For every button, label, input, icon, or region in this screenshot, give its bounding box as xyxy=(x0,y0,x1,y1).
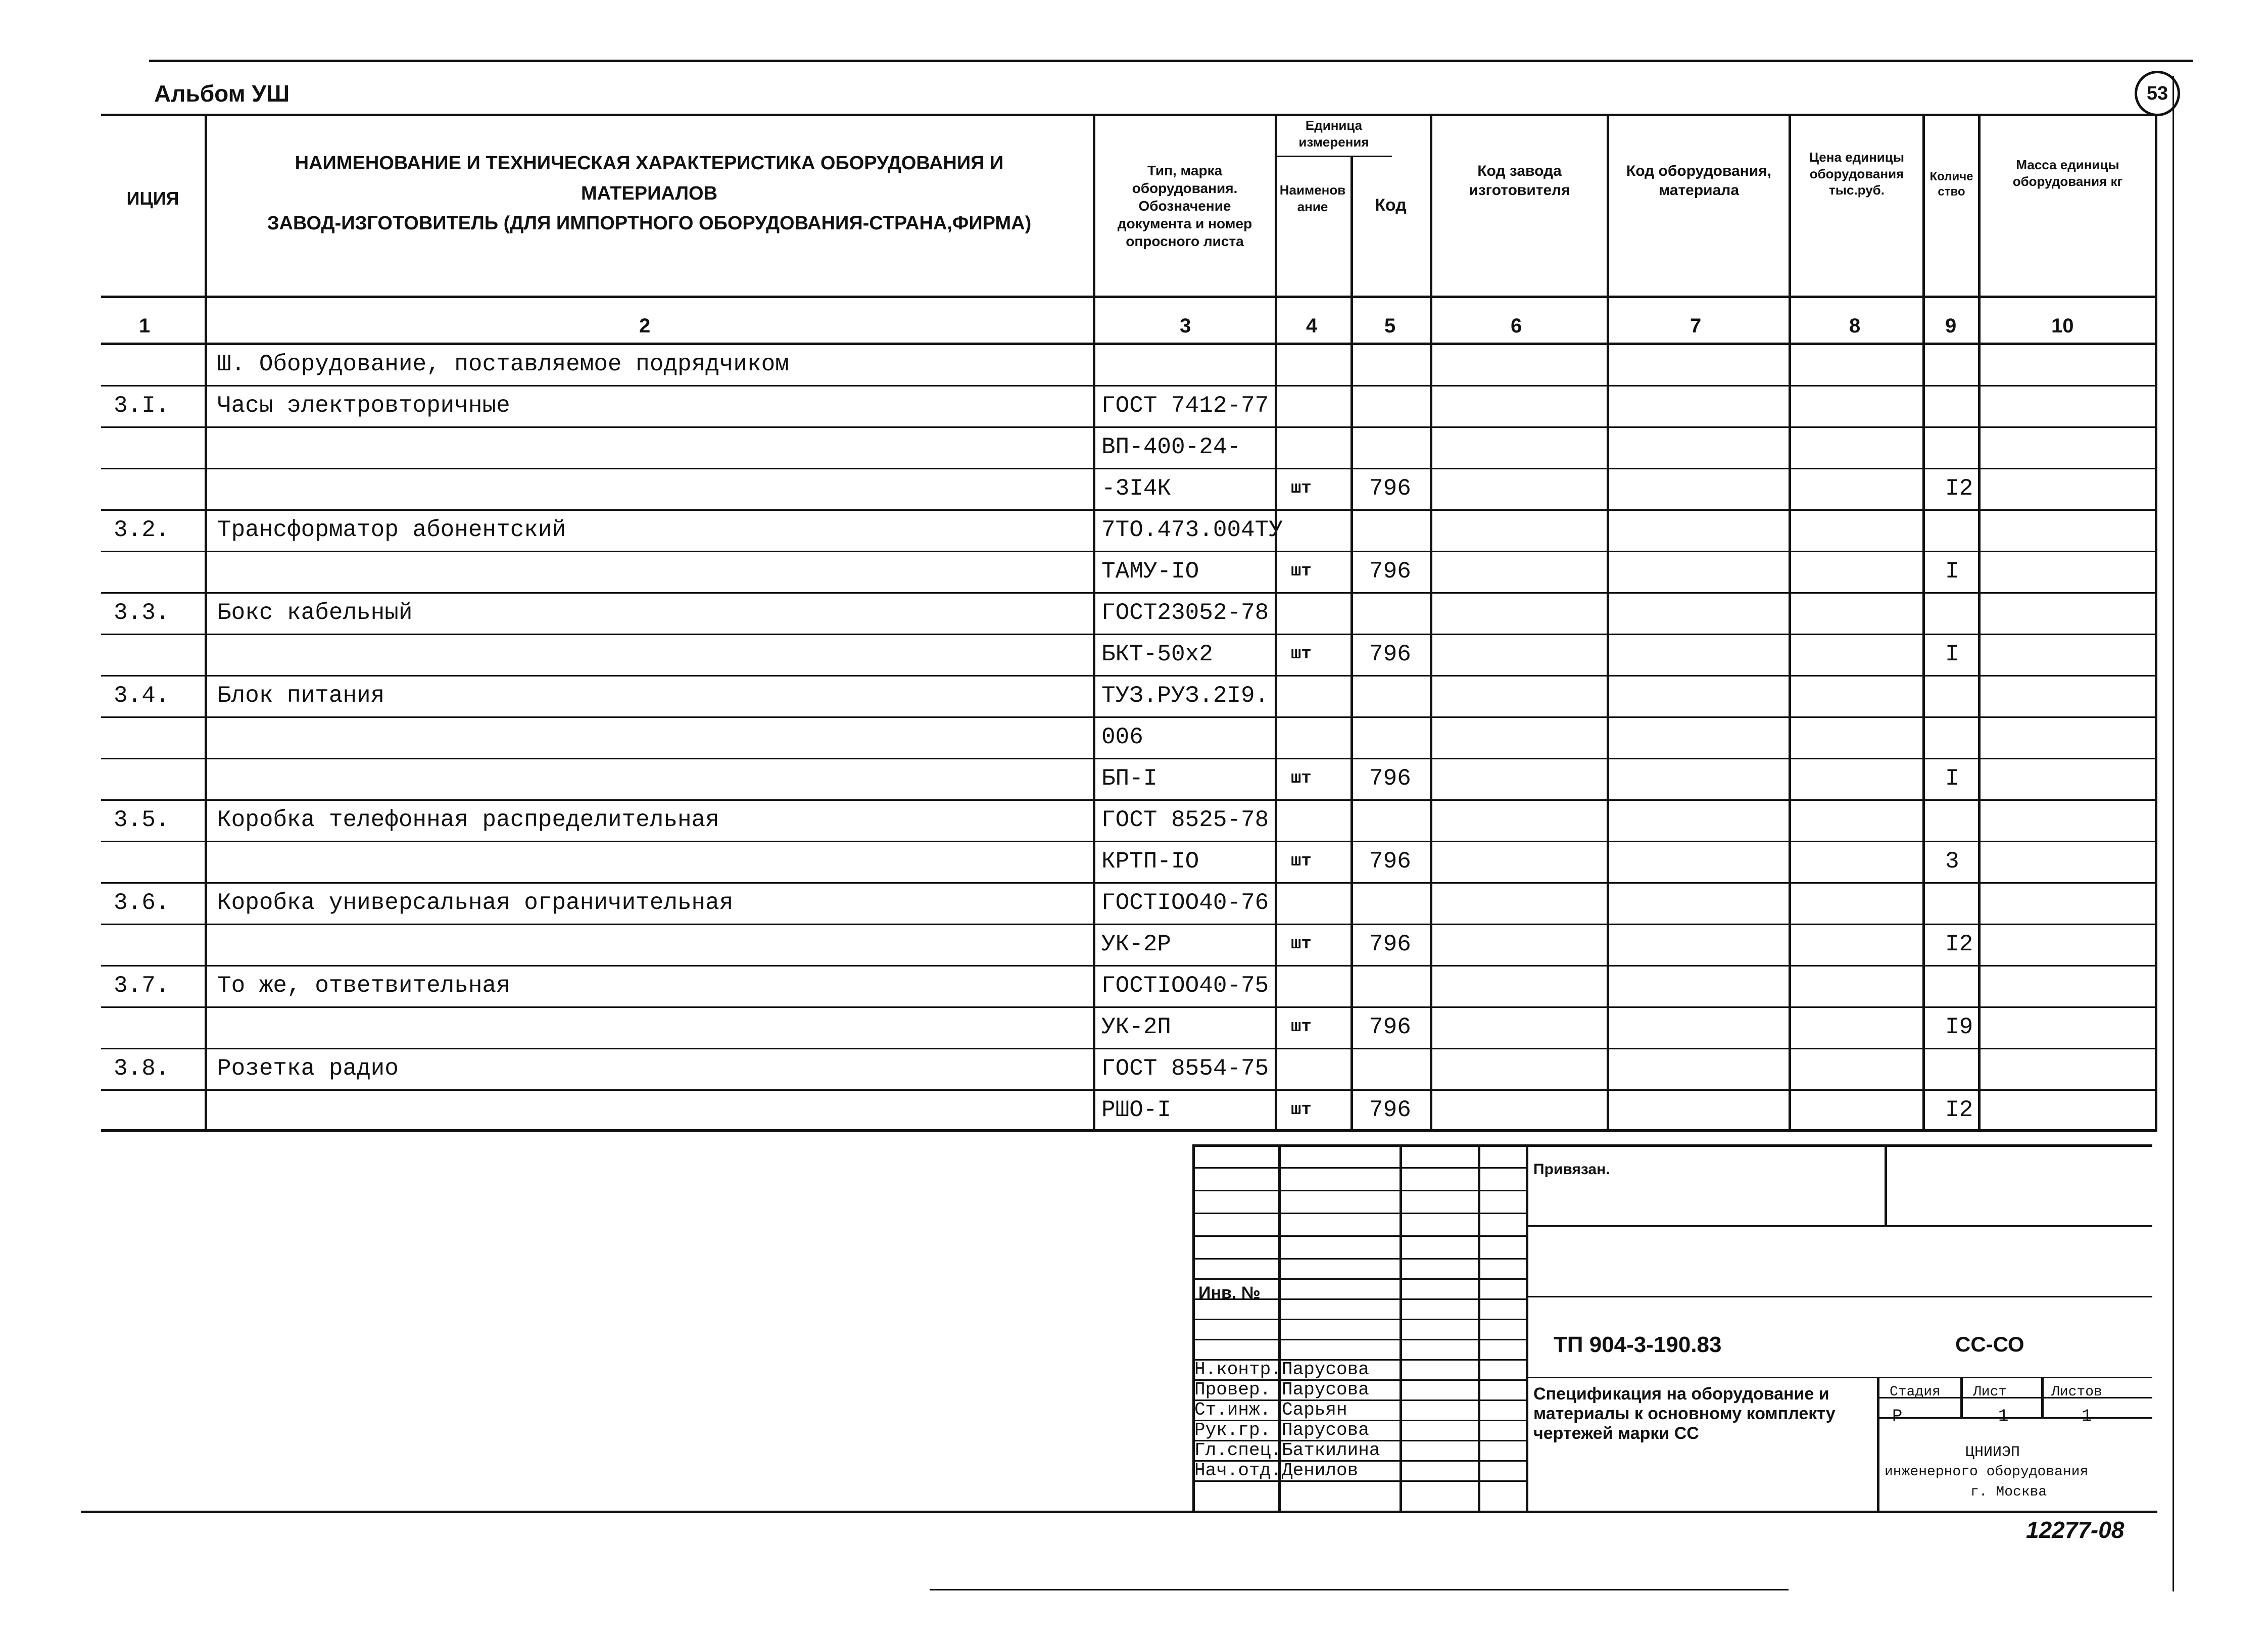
col-number-5: 5 xyxy=(1384,315,1396,337)
row-unit-code: 796 xyxy=(1369,1097,1411,1123)
row-unit: шт xyxy=(1291,935,1312,954)
row-position: 3.5. xyxy=(114,807,170,833)
row-unit: шт xyxy=(1291,1100,1312,1120)
row-type-mark: БП-I xyxy=(1101,765,1157,792)
row-quantity: 3 xyxy=(1945,848,1959,875)
row-item-name: То же, ответвительная xyxy=(217,973,510,999)
row-position: 3.6. xyxy=(114,890,170,916)
signer-role: Гл.спец. xyxy=(1194,1440,1282,1461)
row-quantity: I xyxy=(1945,558,1959,585)
row-item-name: Трансформатор абонентский xyxy=(217,517,566,543)
row-unit: шт xyxy=(1291,769,1312,788)
album-label: Альбом УШ xyxy=(154,80,290,107)
row-quantity: I2 xyxy=(1945,475,1973,502)
signer-name: Сарьян xyxy=(1282,1399,1347,1420)
row-quantity: I2 xyxy=(1945,1097,1973,1123)
row-type-mark: ТУЗ.РУЗ.2I9. xyxy=(1101,683,1269,709)
doc-code: ТП 904-3-190.83 xyxy=(1554,1332,1722,1357)
row-type-mark: РШО-I xyxy=(1101,1097,1172,1123)
page-number: 53 xyxy=(2146,82,2168,104)
row-position: 3.8. xyxy=(114,1055,170,1082)
org-line-2: инженерного оборудования xyxy=(1885,1464,2089,1480)
row-unit-code: 796 xyxy=(1369,1014,1411,1040)
row-type-mark: ГОСТIOO40-75 xyxy=(1101,973,1269,999)
row-type-mark: -3I4К xyxy=(1101,475,1172,502)
signer-name: Парусова xyxy=(1282,1420,1369,1440)
applied-label: Привязан. xyxy=(1533,1161,1610,1178)
row-type-mark: ГОСТ 8554-75 xyxy=(1101,1055,1269,1082)
header-col8: Цена единицы оборудования тыс.руб. xyxy=(1809,150,1904,198)
header-col9: Количество xyxy=(1929,170,1973,199)
stage-value: Р xyxy=(1892,1407,1903,1426)
row-position: 3.3. xyxy=(114,600,170,626)
row-unit: шт xyxy=(1291,645,1312,664)
row-position: 3.2. xyxy=(114,517,170,543)
row-unit-code: 796 xyxy=(1369,848,1411,875)
row-unit: шт xyxy=(1291,1018,1312,1037)
footer-number: 12277-08 xyxy=(2026,1517,2125,1543)
row-item-name: Блок питания xyxy=(217,683,385,709)
col-number-1: 1 xyxy=(139,315,151,337)
row-item-name: Бокс кабельный xyxy=(217,600,413,626)
row-unit-code: 796 xyxy=(1369,931,1411,957)
signer-name: Парусова xyxy=(1282,1379,1369,1400)
col-number-4: 4 xyxy=(1306,315,1318,337)
sheet-value: 1 xyxy=(1998,1407,2009,1426)
signer-role: Нач.отд. xyxy=(1194,1460,1282,1481)
signer-role: Рук.гр. xyxy=(1194,1420,1271,1440)
col-number-9: 9 xyxy=(1945,315,1957,337)
row-unit-code: 796 xyxy=(1369,765,1411,792)
doc-description: Спецификация на оборудование и материалы к основному комплекту чертежей марки СС xyxy=(1533,1384,1836,1443)
row-item-name: Розетка радио xyxy=(217,1055,399,1082)
row-quantity: I xyxy=(1945,765,1959,792)
row-quantity: I2 xyxy=(1945,931,1973,957)
row-type-mark: 006 xyxy=(1101,724,1143,750)
signer-name: Баткилина xyxy=(1282,1440,1380,1461)
header-col4: Наименование xyxy=(1279,182,1346,214)
row-unit: шт xyxy=(1291,562,1312,581)
row-type-mark: УК-2П xyxy=(1101,1014,1172,1040)
header-col5: Код xyxy=(1375,196,1407,215)
header-col2-line2: МАТЕРИАЛОВ xyxy=(581,182,717,204)
col-number-10: 10 xyxy=(2051,315,2074,337)
header-col6: Код завода изготовителя xyxy=(1469,163,1570,199)
col-number-2: 2 xyxy=(639,315,651,337)
col-number-6: 6 xyxy=(1511,315,1522,337)
row-quantity: I xyxy=(1945,641,1959,667)
col-number-3: 3 xyxy=(1180,315,1191,337)
org-line-3: г. Москва xyxy=(1970,1484,2047,1500)
row-type-mark: ГОСТ 7412-77 xyxy=(1101,393,1269,419)
row-item-name: Ш. Оборудование, поставляемое подрядчиком xyxy=(217,351,789,377)
row-item-name: Коробка телефонная распределительная xyxy=(217,807,719,833)
row-type-mark: ТАМУ-IO xyxy=(1101,558,1199,585)
row-type-mark: КРТП-IO xyxy=(1101,848,1199,875)
row-type-mark: БКТ-50х2 xyxy=(1101,641,1213,667)
sheet-code: СС-СО xyxy=(1955,1332,2024,1356)
row-type-mark: 7ТО.473.004ТУ xyxy=(1101,517,1283,543)
row-type-mark: ГОСТ 8525-78 xyxy=(1101,807,1269,833)
header-col10: Масса единицы оборудования кг xyxy=(2012,157,2123,189)
sheet-label: Лист xyxy=(1973,1384,2007,1400)
row-position: 3.4. xyxy=(114,683,170,709)
col-number-7: 7 xyxy=(1690,315,1702,337)
col-number-8: 8 xyxy=(1849,315,1861,337)
inv-label: Инв. № xyxy=(1198,1283,1261,1302)
row-position: 3.I. xyxy=(114,393,170,419)
row-unit: шт xyxy=(1291,479,1312,498)
signer-name: Парусова xyxy=(1282,1359,1369,1380)
row-type-mark: ГОСТIOO40-76 xyxy=(1101,890,1269,916)
header-col1: ИЦИЯ xyxy=(126,188,179,209)
row-position: 3.7. xyxy=(114,973,170,999)
stage-label: Стадия xyxy=(1890,1384,1941,1400)
signer-name: Денилов xyxy=(1282,1460,1359,1481)
header-col3: Тип, марка оборудования. Обозначение документа и номер опросного листа xyxy=(1117,163,1252,249)
header-col2-line3: ЗАВОД-ИЗГОТОВИТЕЛЬ (ДЛЯ ИМПОРТНОГО ОБОРУДОВАНИЯ-СТРАНА,ФИРМА) xyxy=(267,213,1032,234)
sheets-value: 1 xyxy=(2082,1407,2092,1426)
row-type-mark: ГОСТ23052-78 xyxy=(1101,600,1269,626)
row-type-mark: УК-2Р xyxy=(1101,931,1172,957)
row-unit-code: 796 xyxy=(1369,641,1411,667)
row-quantity: I9 xyxy=(1945,1014,1973,1040)
header-col7: Код оборудования, материала xyxy=(1626,163,1772,199)
header-unit-group: Единица измерения xyxy=(1298,118,1369,150)
row-type-mark: ВП-400-24- xyxy=(1101,434,1241,460)
signer-role: Ст.инж. xyxy=(1194,1399,1271,1420)
signer-role: Н.контр. xyxy=(1194,1359,1282,1380)
row-unit: шт xyxy=(1291,852,1312,871)
header-col2-line1: НАИМЕНОВАНИЕ И ТЕХНИЧЕСКАЯ ХАРАКТЕРИСТИКА ОБОРУДОВАНИЯ И xyxy=(295,153,1004,174)
row-unit-code: 796 xyxy=(1369,558,1411,585)
header-col2 xyxy=(207,152,1091,236)
signer-role: Провер. xyxy=(1194,1379,1271,1400)
sheets-label: Листов xyxy=(2051,1384,2102,1400)
org-line-1: ЦНИИЭП xyxy=(1965,1444,2020,1461)
row-unit-code: 796 xyxy=(1369,475,1411,502)
row-item-name: Коробка универсальная ограничительная xyxy=(217,890,734,916)
row-item-name: Часы электровторичные xyxy=(217,393,510,419)
